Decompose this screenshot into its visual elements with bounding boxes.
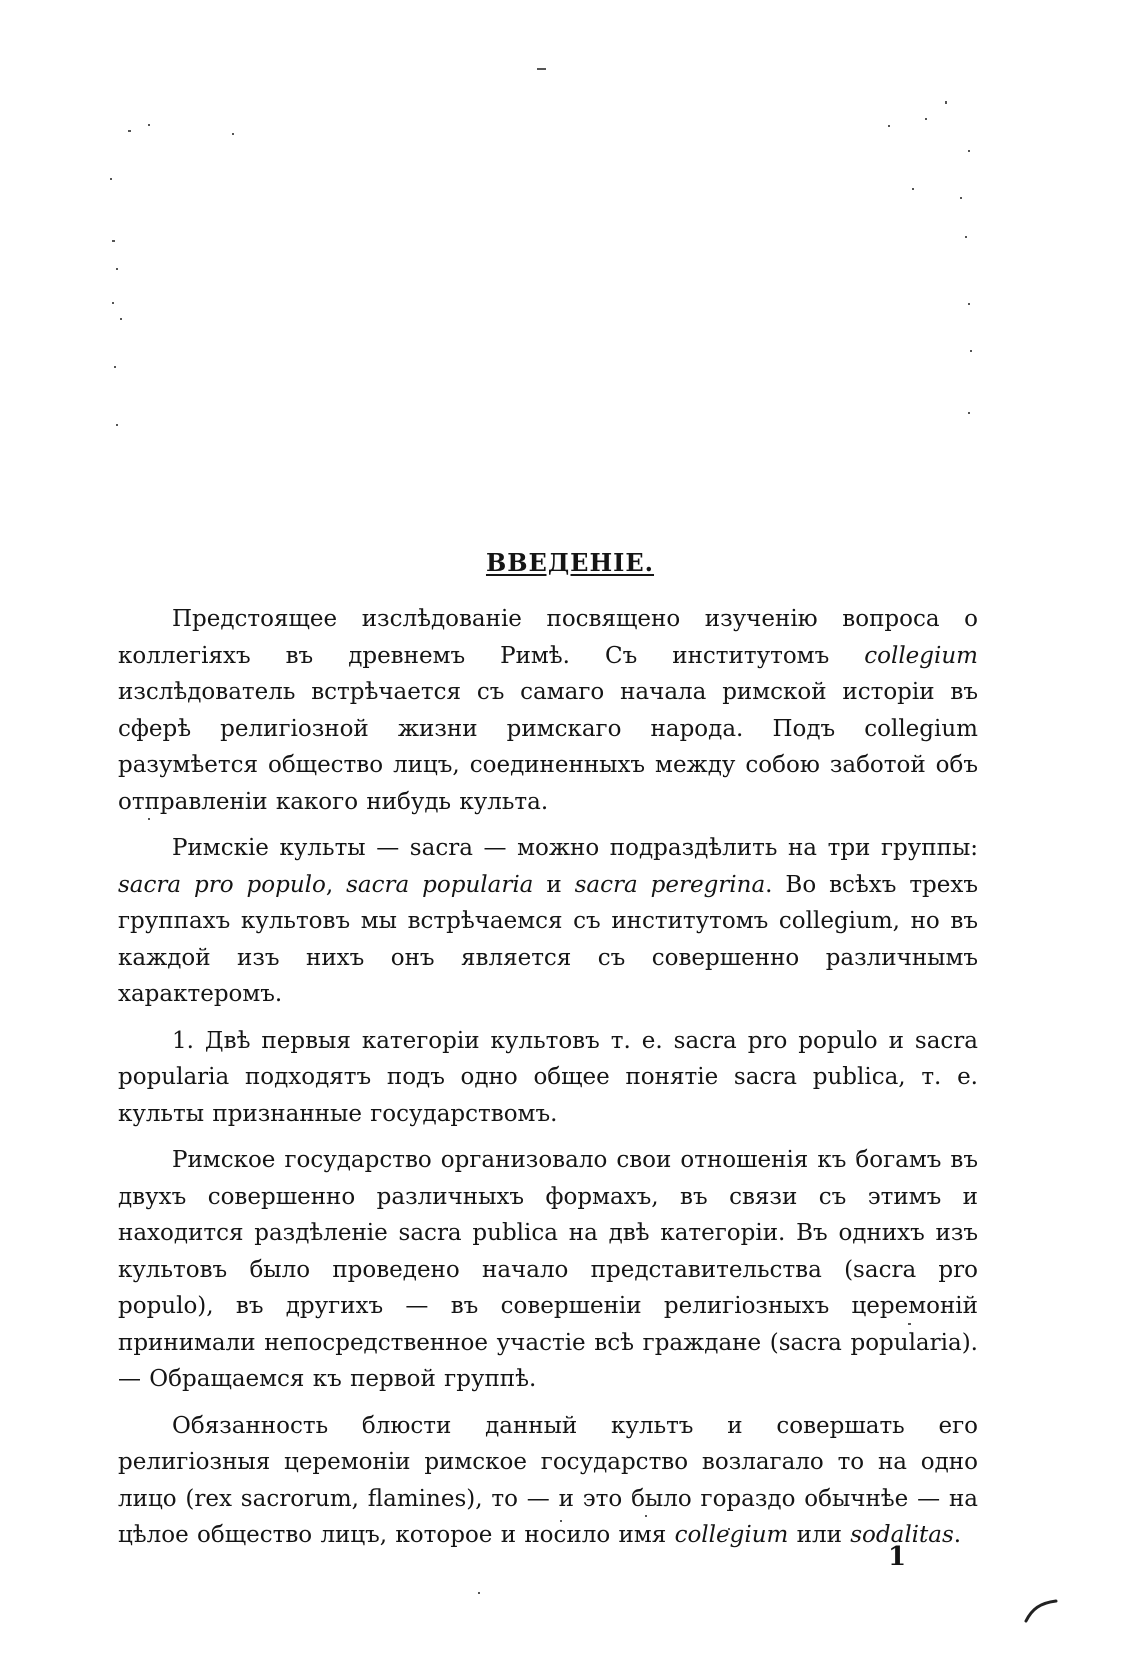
text-run: . Во всѣхъ трехъ группахъ культовъ мы встрѣчаемся съ институтомъ collegium, но въ каждой изъ нихъ онъ является съ совершенно различнымъ характеромъ.: [118, 871, 978, 1007]
italic-term: sodalitas: [850, 1522, 954, 1548]
page-number: 1: [888, 1542, 907, 1572]
italic-term: collegium: [674, 1522, 789, 1548]
text-run: Римское государство организовало свои отношенія къ богамъ въ двухъ совершенно различныхъ формахъ, въ связи съ этимъ и находится раздѣленіе sacra publica на двѣ категоріи. Въ однихъ изъ культовъ было проведено начало представительства (sacra pro populo), въ другихъ — въ совершеніи религіозныхъ церемоній принимали непосредственное участіе всѣ граждане (sacra popularia). — Обращаемся къ первой группѣ.: [118, 1147, 978, 1392]
italic-term: sacra popularia: [346, 871, 534, 898]
text-run: .: [953, 1522, 962, 1548]
paragraph: [118, 830, 978, 1013]
text-run: 1. Двѣ первыя категоріи культовъ т. е. sacra pro populo и sacra popularia подходятъ подъ одно общее понятіе sacra publica, т. е. культы признанные государствомъ.: [118, 1027, 978, 1127]
text-run: Обязанность блюсти данный культъ и совершать его религіозныя церемоніи римское государство возлагало то на одно лицо (rex sacrorum, flamines), то — и это было гораздо обычнѣе — на цѣлое общество лицъ, которое и носило имя: [118, 1412, 978, 1548]
paragraph: [118, 1408, 978, 1554]
text-run: Римскіе культы — sacra — можно подраздѣлить на три группы:: [172, 835, 978, 861]
italic-term: sacra peregrina: [574, 871, 766, 898]
text-run: ,: [325, 871, 347, 898]
text-run: изслѣдователь встрѣчается съ самаго начала римской исторіи въ сферѣ религіозной жизни римскаго народа. Подъ collegium разумѣется общество лицъ, соединенныхъ между собою заботой объ отправленіи какого нибудь культа.: [118, 679, 978, 815]
margin-pen-mark: [1022, 1595, 1062, 1625]
text-run: Предстоящее изслѣдованіе посвящено изученію вопроса о коллегіяхъ въ древнемъ Римѣ. Съ институтомъ: [118, 606, 978, 669]
paragraph: [118, 1023, 978, 1133]
body-text: [118, 601, 978, 1554]
paragraph: [118, 601, 978, 820]
italic-term: sacra pro populo: [118, 871, 326, 898]
paragraph: [118, 1142, 978, 1398]
text-run: или: [788, 1522, 851, 1548]
text-run: и: [533, 871, 575, 898]
italic-term: collegium: [864, 642, 978, 669]
chapter-heading: ВВЕДЕНІЕ.: [485, 548, 655, 577]
